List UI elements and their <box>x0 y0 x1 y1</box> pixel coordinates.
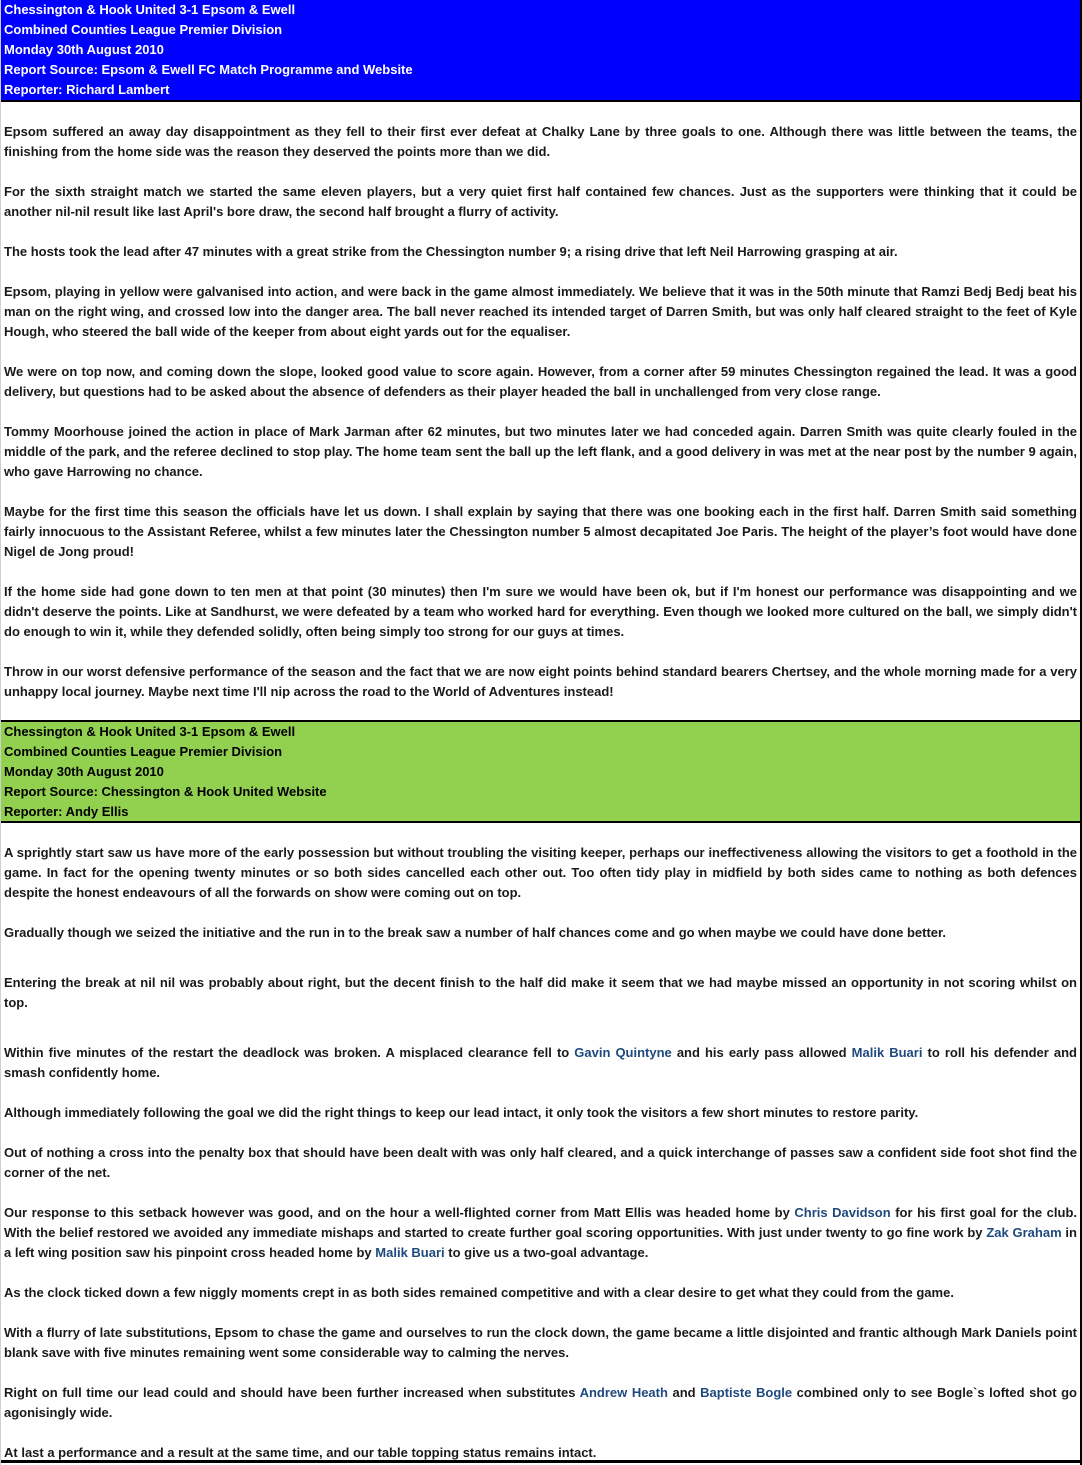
match-result: Chessington & Hook United 3-1 Epsom & Ewell <box>4 2 296 17</box>
paragraph-text: Our response to this setback however was good, and on the hour a well-flighted corner from Matt Ellis was headed home by <box>4 1205 795 1220</box>
player-name-link[interactable]: Chris Davidson <box>794 1205 891 1220</box>
paragraph-text: Gradually though we seized the initiative and the run in to the break saw a number of half chances come and go when maybe we could have done better. <box>4 925 946 940</box>
paragraph-text: Although immediately following the goal we did the right things to keep our lead intact, it only took the visitors a few short minutes to restore parity. <box>4 1105 919 1120</box>
report-paragraph <box>4 1103 1077 1123</box>
paragraph-text: and <box>667 1385 701 1400</box>
report-paragraph: We were on top now, and coming down the slope, looked good value to score again. However, from a corner after 59 minutes Chessington regained the lead. It was a good delivery, but questions had to be asked about the absence of defenders as their player headed the ball in unchallenged from very close range. <box>4 364 1077 399</box>
report-header-epsom <box>1 0 1080 102</box>
report-paragraph <box>4 1323 1077 1363</box>
paragraph-text: in a left wing position saw his pinpoint cross headed home by <box>4 1225 1077 1260</box>
paragraph-text: With a flurry of late substitutions, Epsom to chase the game and ourselves to run the clock down, the game became a little disjointed and frantic although Mark Daniels point blank save with five minutes remaining went some considerable way to calming the nerves. <box>4 1325 1077 1360</box>
paragraph-text: As the clock ticked down a few niggly moments crept in as both sides remained competitive and with a clear desire to get what they could from the game. <box>4 1285 954 1300</box>
report-paragraph <box>4 1143 1077 1183</box>
competition: Combined Counties League Premier Division <box>4 22 283 37</box>
player-name-link[interactable]: Andrew Heath <box>579 1385 668 1400</box>
paragraph-text: Within five minutes of the restart the deadlock was broken. A misplaced clearance fell to <box>4 1045 575 1060</box>
paragraph-text: Right on full time our lead could and should have been further increased when substitutes <box>4 1385 580 1400</box>
paragraph-text: Entering the break at nil nil was probably about right, but the decent finish to the half did make it seem that we had maybe missed an opportunity in not scoring whilst on top. <box>4 975 1077 1010</box>
report-paragraph <box>4 1443 1077 1463</box>
report-body-chessington <box>1 823 1080 1463</box>
report-source: Report Source: Chessington & Hook United Website <box>4 784 327 799</box>
report-source: Report Source: Epsom & Ewell FC Match Programme and Website <box>4 62 413 77</box>
player-name-link[interactable]: Malik Buari <box>851 1045 923 1060</box>
paragraph-text: for his first goal for the club. With the belief restored we avoided any immediate mishaps and started to create further goal scoring opportunities. With just under twenty to go fine work by <box>4 1205 1077 1240</box>
report-paragraph: The hosts took the lead after 47 minutes with a great strike from the Chessington number 9; a rising drive that left Neil Harrowing grasping at air. <box>4 244 898 259</box>
report-header-chessington <box>1 720 1080 823</box>
report-body-epsom <box>1 102 1080 720</box>
report-paragraph: Tommy Moorhouse joined the action in place of Mark Jarman after 62 minutes, but two minutes later we had conceded again. Darren Smith was quite clearly fouled in the middle of the park, and the referee declined to stop play. The home team sent the ball up the left flank, and a good delivery in was met at the near post by the number 9 again, who gave Harrowing no chance. <box>4 424 1077 479</box>
report-paragraph <box>4 1043 1077 1083</box>
report-paragraph <box>4 1383 1077 1423</box>
report-paragraph <box>4 973 1077 1013</box>
paragraph-text: to give us a two-goal advantage. <box>444 1245 649 1260</box>
player-name-link[interactable]: Malik Buari <box>375 1245 445 1260</box>
report-paragraph: Epsom, playing in yellow were galvanised into action, and were back in the game almost immediately. We believe that it was in the 50th minute that Ramzi Bedj Bedj beat his man on the right wing, and crossed low into the danger area. The ball never reached its intended target of Darren Smith, but was only half cleared straight to the feet of Kyle Hough, who steered the ball wide of the keeper from about eight yards out for the equaliser. <box>4 284 1077 339</box>
paragraph-text: A sprightly start saw us have more of the early possession but without troubling the visiting keeper, perhaps our ineffectiveness allowing the visitors to get a foothold in the game. In fact for the opening twenty minutes or so both sides cancelled each other out. Too often tidy play in midfield by both sides came to nothing as both defences despite the honest endeavours of all the forwards on show were coming out on top. <box>4 845 1077 900</box>
match-result: Chessington & Hook United 3-1 Epsom & Ewell <box>4 724 296 739</box>
report-paragraph: For the sixth straight match we started the same eleven players, but a very quiet first half contained few chances. Just as the supporters were thinking that it could be another nil-nil result like last April's bore draw, the second half brought a flurry of activity. <box>4 184 1077 219</box>
player-name-link[interactable]: Baptiste Bogle <box>700 1385 793 1400</box>
report-paragraph <box>4 923 1077 943</box>
paragraph-text: to roll his defender and smash confidently home. <box>4 1045 1077 1080</box>
match-date: Monday 30th August 2010 <box>4 764 164 779</box>
report-paragraph: If the home side had gone down to ten men at that point (30 minutes) then I'm sure we would have been ok, but if I'm honest our performance was disappointing and we didn't deserve the points. Like at Sandhurst, we were defeated by a team who worked hard for everything. Even though we looked more cultured on the ball, we simply didn't do enough to win it, while they defended solidly, often being simply too strong for our guys at times. <box>4 584 1077 639</box>
report-paragraph: Epsom suffered an away day disappointment as they fell to their first ever defeat at Chalky Lane by three goals to one. Although there was little between the teams, the finishing from the home side was the reason they deserved the points more than we did. <box>4 124 1077 159</box>
paragraph-text: At last a performance and a result at the same time, and our table topping status remains intact. <box>4 1445 597 1460</box>
paragraph-text: and his early pass allowed <box>671 1045 852 1060</box>
match-date: Monday 30th August 2010 <box>4 42 164 57</box>
report-paragraph: Maybe for the first time this season the officials have let us down. I shall explain by saying that there was one booking each in the first half. Darren Smith said something fairly innocuous to the Assistant Referee, whilst a few minutes later the Chessington number 5 almost decapitated Joe Paris. The height of the player’s foot would have done Nigel de Jong proud! <box>4 504 1077 559</box>
paragraph-text: Out of nothing a cross into the penalty box that should have been dealt with was only half cleared, and a quick interchange of passes saw a confident side foot shot find the corner of the net. <box>4 1145 1077 1180</box>
reporter: Reporter: Andy Ellis <box>4 804 129 819</box>
reporter: Reporter: Richard Lambert <box>4 82 170 97</box>
report-paragraph: Throw in our worst defensive performance of the season and the fact that we are now eight points behind standard bearers Chertsey, and the whole morning made for a very unhappy local journey. Maybe next time I'll nip across the road to the World of Adventures instead! <box>4 664 1077 699</box>
player-name-link[interactable]: Zak Graham <box>986 1225 1062 1240</box>
report-paragraph <box>4 1203 1077 1263</box>
report-paragraph <box>4 1283 1077 1303</box>
paragraph-text: combined only to see Bogle`s lofted shot go agonisingly wide. <box>4 1385 1077 1420</box>
player-name-link[interactable]: Gavin Quintyne <box>574 1045 672 1060</box>
report-paragraph <box>4 843 1077 903</box>
competition: Combined Counties League Premier Division <box>4 744 283 759</box>
